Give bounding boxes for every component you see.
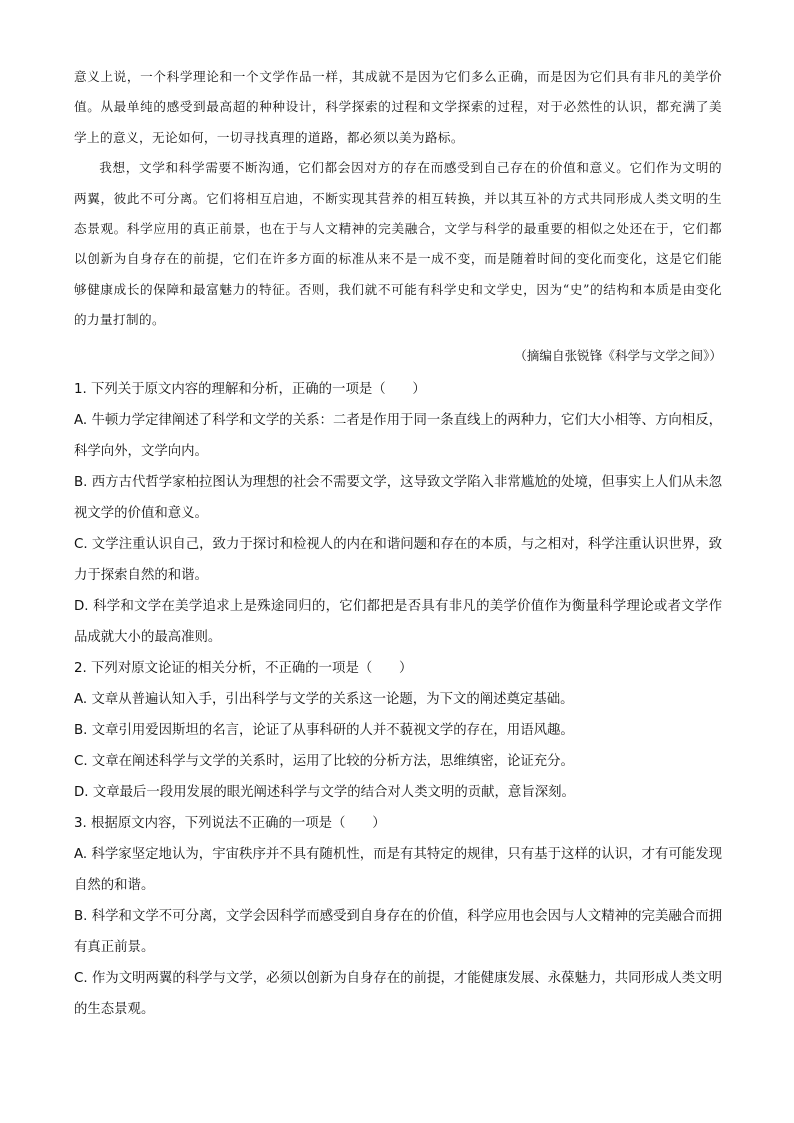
passage-paragraph-2: 我想，文学和科学需要不断沟通，它们都会因对方的存在而感受到自己存在的价值和意义。它们作为文明的两翼，彼此不可分离。它们将相互启迪，不断实现其营养的相互转换，并以其互补的方式共同形成人类文明的生态景观。科学应用的真正前景，也在于与人文精神的完美融合，文学与科学的最重要的相似之处还在于，它们都以创新为自身存在的前提，它们在许多方面的标准从来不是一成不变，而是随着时间的变化而变化，这是它们能够健康成长的保障和最富魅力的特征。否则，我们就不可能有科学史和文学史，因为“史”的结构和本质是由变化的力量打制的。 xyxy=(74,160,722,328)
question-2-option-a: A. 文章从普遍认知入手，引出科学与文学的关系这一论题，为下文的阐述奠定基础。 xyxy=(74,692,574,707)
question-3-option-c: C. 作为文明两翼的科学与文学，必须以创新为自身存在的前提，才能健康发展、永葆魅力，共同形成人类文明的生态景观。 xyxy=(74,971,722,1017)
question-2-stem: 2. 下列对原文论证的相关分析，不正确的一项是（ ） xyxy=(74,661,413,676)
question-2-option-c: C. 文章在阐述科学与文学的关系时，运用了比较的分析方法，思维缜密，论证充分。 xyxy=(74,754,574,769)
question-2-option-d: D. 文章最后一段用发展的眼光阐述科学与文学的结合对人类文明的贡献，意旨深刻。 xyxy=(74,785,575,800)
passage-paragraph-1: 意义上说，一个科学理论和一个文学作品一样，其成就不是因为它们多么正确，而是因为它们具有非凡的美学价值。从最单纯的感受到最高超的种种设计，科学探索的过程和文学探索的过程，对于必然性的认识，都充满了美学上的意义，无论如何，一切寻找真理的道路，都必须以美为路标。 xyxy=(74,69,722,145)
question-1-option-b: B. 西方古代哲学家柏拉图认为理想的社会不需要文学，这导致文学陷入非常尴尬的处境，但事实上人们从未忽视文学的价值和意义。 xyxy=(74,475,722,521)
question-3-stem: 3. 根据原文内容，下列说法不正确的一项是（ ） xyxy=(74,816,386,831)
question-3-option-b: B. 科学和文学不可分离，文学会因科学而感受到自身存在的价值，科学应用也会因与人文精神的完美融合而拥有真正前景。 xyxy=(74,909,722,955)
question-3-option-a: A. 科学家坚定地认为，宇宙秩序并不具有随机性，而是有其特定的规律，只有基于这样的认识，才有可能发现自然的和谐。 xyxy=(74,847,722,893)
question-1-option-a: A. 牛顿力学定律阐述了科学和文学的关系：二者是作用于同一条直线上的两种力，它们大小相等、方向相反，科学向外，文学向内。 xyxy=(74,413,722,459)
question-1-option-d: D. 科学和文学在美学追求上是殊途同归的，它们都把是否具有非凡的美学价值作为衡量科学理论或者文学作品成就大小的最高准则。 xyxy=(74,599,722,645)
question-1-option-c: C. 文学注重认识自己，致力于探讨和检视人的内在和谐问题和存在的本质，与之相对，科学注重认识世界，致力于探索自然的和谐。 xyxy=(74,537,722,583)
reading-passage xyxy=(74,62,722,336)
passage-source: （摘编自张锐锋《科学与文学之间》） xyxy=(514,348,722,363)
question-list xyxy=(74,374,722,1025)
question-1-stem: 1. 下列关于原文内容的理解和分析，正确的一项是（ ） xyxy=(74,382,426,397)
question-2-option-b: B. 文章引用爱因斯坦的名言，论证了从事科研的人并不藐视文学的存在，用语风趣。 xyxy=(74,723,574,738)
